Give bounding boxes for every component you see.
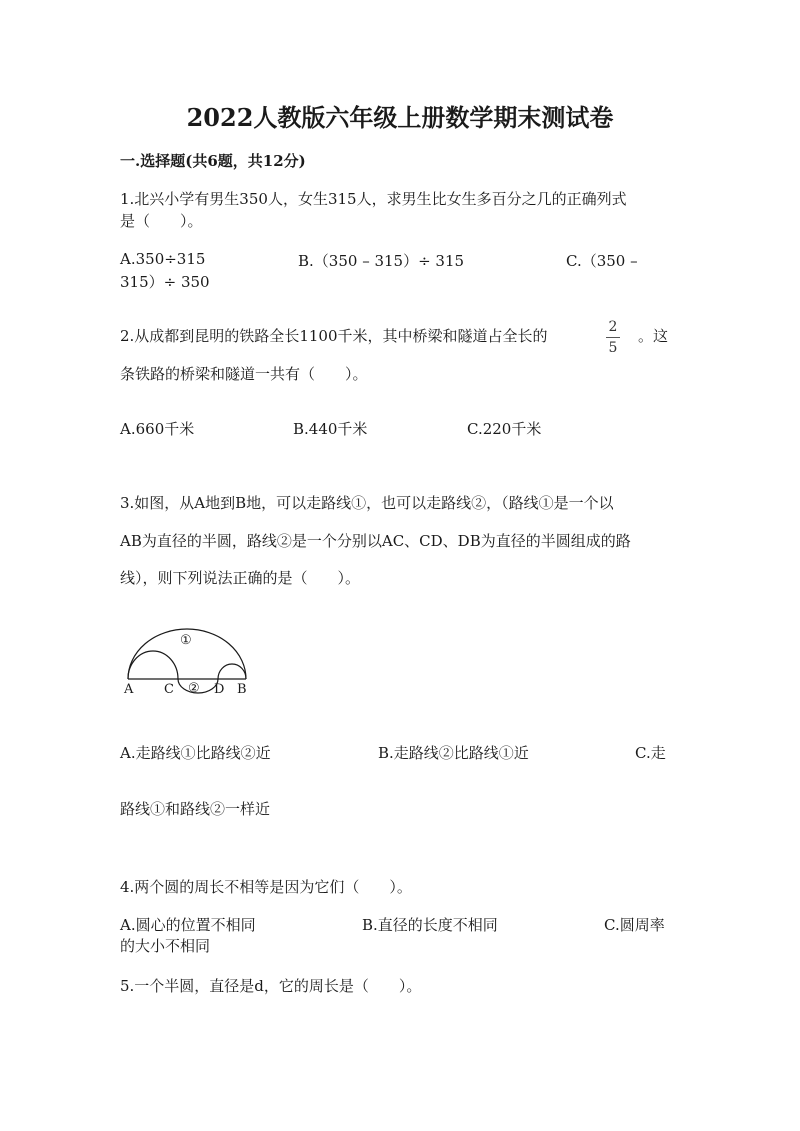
route-2-semicircle-db <box>218 664 246 679</box>
q4-option-c-continued: 的大小不相同 <box>120 937 211 955</box>
q2-option-a: A.660千米 <box>120 420 195 438</box>
q1-option-a: A.350÷315 <box>120 250 206 268</box>
point-b-label: B <box>237 682 247 697</box>
q3-stem-line3: 线），则下列说法正确的是（ ）。 <box>120 569 361 587</box>
q2-option-c: C.220千米 <box>467 420 542 438</box>
route-2-label: ② <box>188 681 200 696</box>
route-1-label: ① <box>180 633 192 648</box>
q1-option-c-continued: 315）÷ 350 <box>120 273 210 291</box>
q3-stem-line2: AB为直径的半圆，路线②是一个分别以AC、CD、DB为直径的半圆组成的路 <box>120 532 631 550</box>
q3-option-c-continued: 路线①和路线②一样近 <box>120 800 271 818</box>
q2-stem-line1-end: 。这 <box>638 327 669 345</box>
q4-option-a: A.圆心的位置不相同 <box>120 916 256 934</box>
q2-fraction-denominator: 5 <box>608 340 618 356</box>
q3-option-b: B.走路线②比路线①近 <box>378 744 529 762</box>
page-title: 2022人教版六年级上册数学期末测试卷 <box>186 103 614 132</box>
q4-option-c: C.圆周率 <box>604 916 665 934</box>
point-d-label: D <box>214 682 225 697</box>
q2-fraction-bar <box>606 337 620 338</box>
section-heading: 一.选择题(共6题，共12分) <box>120 152 306 170</box>
q4-stem: 4.两个圆的周长不相等是因为它们（ ）。 <box>120 878 412 896</box>
q1-option-b: B.（350 – 315）÷ 315 <box>298 252 465 270</box>
q2-fraction-numerator: 2 <box>608 319 618 335</box>
q1-stem-line2: 是（ ）。 <box>120 212 203 230</box>
q3-stem-line1: 3.如图，从A地到B地，可以走路线①，也可以走路线②，（路线①是一个以 <box>120 494 614 512</box>
q1-stem-line1: 1.北兴小学有男生350人，女生315人，求男生比女生多百分之几的正确列式 <box>120 190 627 208</box>
q2-fraction <box>606 318 620 357</box>
q2-stem-line1: 2.从成都到昆明的铁路全长1100千米，其中桥梁和隧道占全长的 <box>120 327 548 345</box>
q1-option-c: C.（350 – <box>566 252 638 270</box>
q3-option-c: C.走 <box>635 744 666 762</box>
q3-option-a: A.走路线①比路线②近 <box>120 744 271 762</box>
q4-option-b: B.直径的长度不相同 <box>362 916 498 934</box>
q5-stem: 5.一个半圆，直径是d，它的周长是（ ）。 <box>120 977 422 995</box>
q2-stem-line2: 条铁路的桥梁和隧道一共有（ ）。 <box>120 365 368 383</box>
point-c-label: C <box>164 682 174 697</box>
q2-option-b: B.440千米 <box>293 420 368 438</box>
point-a-label: A <box>124 682 134 697</box>
q3-route-diagram <box>120 622 260 700</box>
